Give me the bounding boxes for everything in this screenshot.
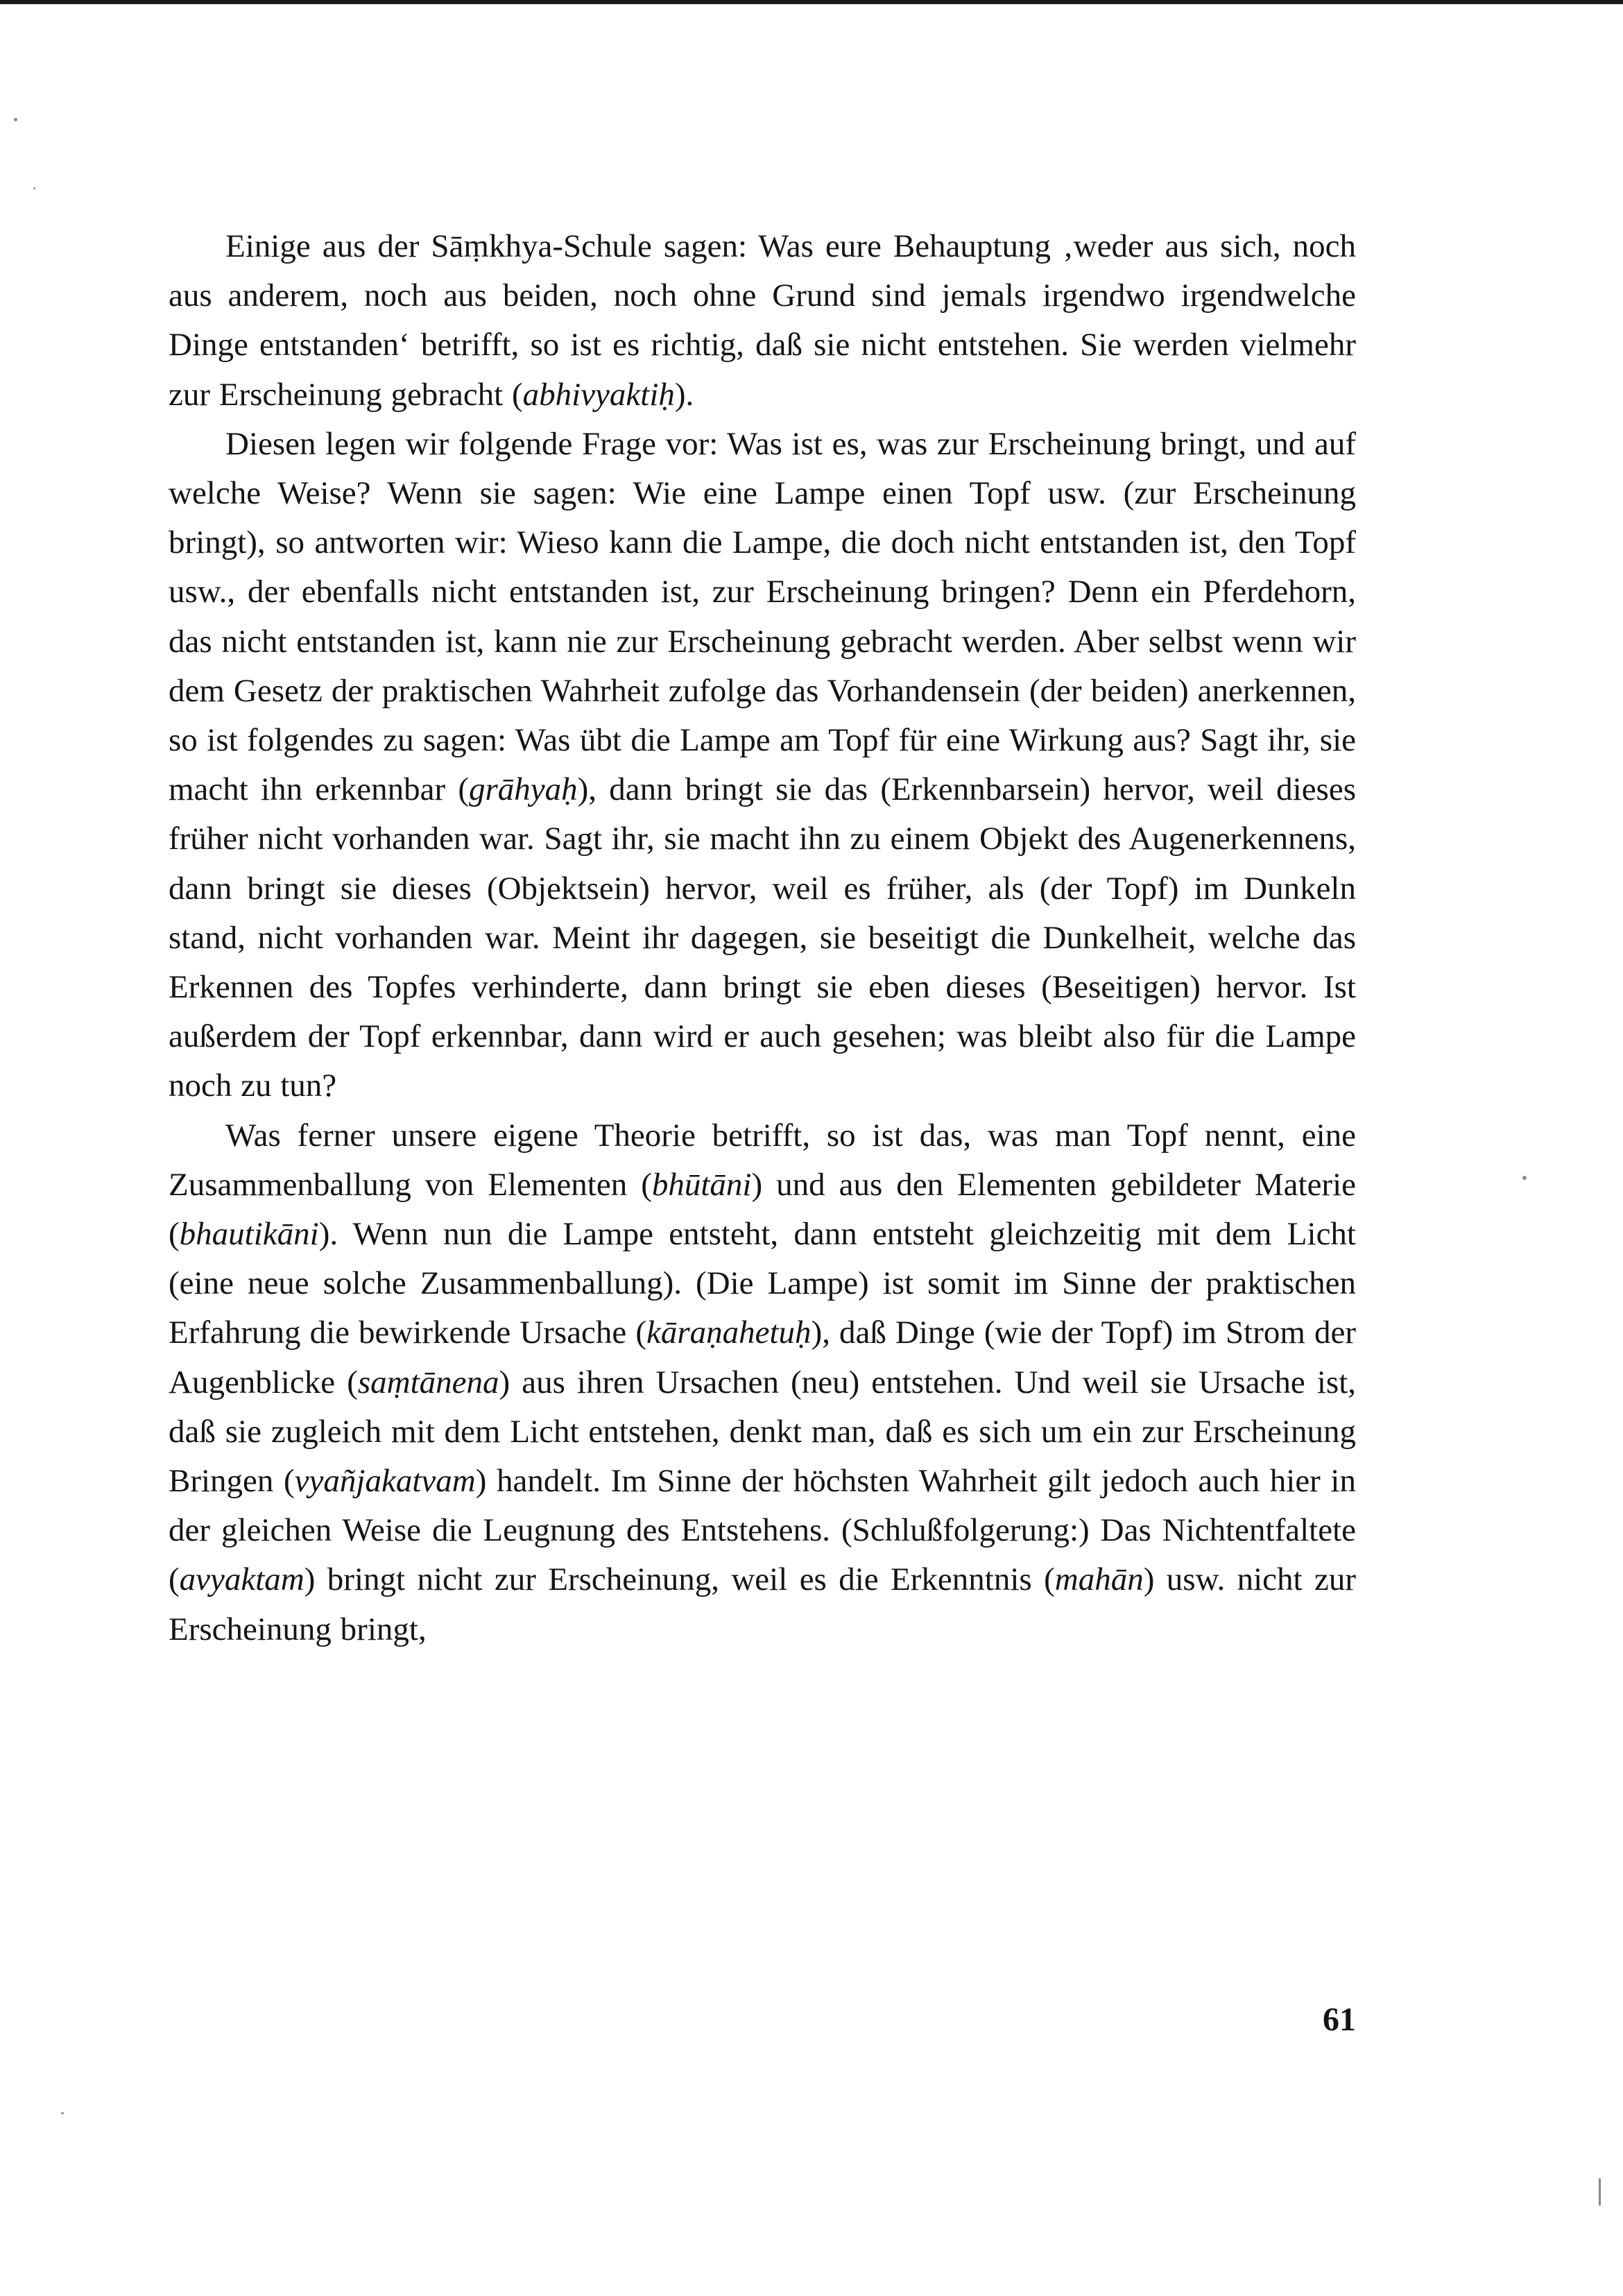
scan-speck bbox=[33, 187, 35, 189]
sanskrit-term: avyaktam bbox=[179, 1561, 304, 1598]
scan-speck bbox=[1599, 2178, 1601, 2206]
text-run: Was ferner unsere eigene Theorie betrifft, so ist das, was man Topf nennt, eine Zusammenballung von Elementen ( bbox=[169, 1117, 1356, 1203]
text-run: ), dann bringt sie das (Erkennbarsein) hervor, weil dieses früher nicht vorhanden war. Sagt ihr, sie macht ihn zu einem Objekt des Augenerkennens, dann bringt sie dieses (Objektsein) hervor, weil es früher, als (der Topf) im Dunkeln stand, nicht vorhanden war. Meint ihr dagegen, sie beseitigt die Dunkelheit, welche das Erkennen des Topfes verhinderte, dann bringt sie eben dieses (Beseitigen) hervor. Ist außerdem der Topf erkennbar, dann wird er auch gesehen; was bleibt also für die Lampe noch zu tun? bbox=[169, 771, 1356, 1104]
sanskrit-term: grāhyaḥ bbox=[468, 771, 578, 808]
paragraph-2 bbox=[169, 420, 1356, 1111]
text-run: ) bringt nicht zur Erscheinung, weil es die Erkenntnis ( bbox=[304, 1561, 1055, 1598]
scan-top-border bbox=[0, 0, 1623, 4]
text-run: ). Wenn nun die Lampe entsteht, dann entsteht gleichzeitig mit dem Licht (eine neue solche Zusammenballung). (Die Lampe) ist somit im Sinne der praktischen Erfahrung die bewirkende Ursache ( bbox=[169, 1216, 1356, 1351]
text-run: ) handelt. Im Sinne der höchsten Wahrheit gilt jedoch auch hier in der gleichen Weise die Leugnung des Entstehens. (Schlußfolgerung:) Das Nichtentfaltete ( bbox=[169, 1463, 1356, 1598]
sanskrit-term: vyañjakatvam bbox=[294, 1463, 476, 1500]
text-run: ). bbox=[674, 376, 694, 413]
sanskrit-term: mahān bbox=[1054, 1561, 1144, 1598]
paragraph-3 bbox=[169, 1111, 1356, 1654]
sanskrit-term: kāraṇahetuḥ bbox=[646, 1314, 812, 1351]
text-run: ) und aus den Elementen gebildeter Materie ( bbox=[169, 1166, 1356, 1253]
paragraph-1 bbox=[169, 222, 1356, 420]
scan-speck bbox=[61, 2112, 64, 2114]
page-number: 61 bbox=[1323, 2001, 1356, 2038]
text-run: ) aus ihren Ursachen (neu) entstehen. Und weil sie Ursache ist, daß sie zugleich mit dem Licht entstehen, denkt man, daß es sich um ein zur Erscheinung Bringen ( bbox=[169, 1364, 1357, 1500]
body-text bbox=[169, 222, 1356, 1654]
text-run: Einige aus der Sāṃkhya-Schule sagen: Was eure Behauptung ‚weder aus sich, noch aus anderem, noch aus beiden, noch ohne Grund sind jemals irgendwo irgendwelche Dinge entstanden‘ betrifft, so ist es richtig, daß sie nicht entstehen. Sie werden vielmehr zur Erscheinung gebracht ( bbox=[169, 228, 1356, 413]
sanskrit-term: saṃtānena bbox=[357, 1364, 499, 1400]
text-run: ), daß Dinge (wie der Topf) im Strom der Augenblicke ( bbox=[169, 1314, 1356, 1400]
scan-speck bbox=[1522, 1176, 1527, 1180]
sanskrit-term: abhivyaktiḥ bbox=[522, 376, 675, 413]
text-run: ) usw. nicht zur Erscheinung bringt, bbox=[169, 1561, 1357, 1647]
sanskrit-term: bhautikāni bbox=[179, 1216, 319, 1253]
sanskrit-term: bhūtāni bbox=[651, 1166, 752, 1203]
text-run: Diesen legen wir folgende Frage vor: Was ist es, was zur Erscheinung bringt, und auf welche Weise? Wenn sie sagen: Wie eine Lampe einen Topf usw. (zur Erscheinung bringt), so antworten wir: Wieso kann die Lampe, die doch nicht entstanden ist, den Topf usw., der ebenfalls nicht entstanden ist, zur Erscheinung bringen? Denn ein Pferdehorn, das nicht entstanden ist, kann nie zur Erscheinung gebracht werden. Aber selbst wenn wir dem Gesetz der praktischen Wahrheit zufolge das Vorhandensein (der beiden) anerkennen, so ist folgendes zu sagen: Was übt die Lampe am Topf für eine Wirkung aus? Sagt ihr, sie macht ihn erkennbar ( bbox=[169, 425, 1356, 808]
scan-speck bbox=[14, 118, 17, 121]
